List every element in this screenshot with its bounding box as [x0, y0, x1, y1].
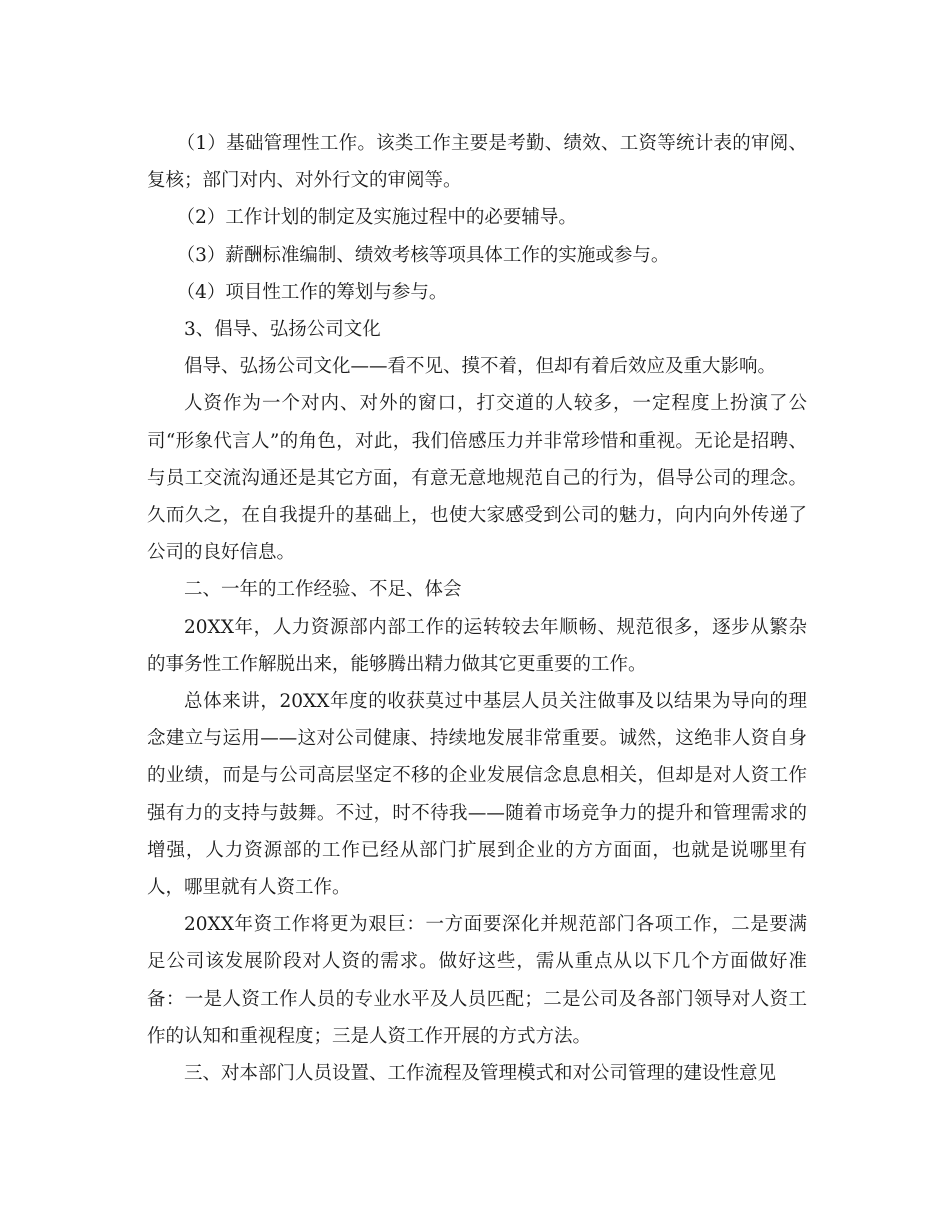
paragraph-culture-intro: 倡导、弘扬公司文化——看不见、摸不着，但却有着后效应及重大影响。: [184, 356, 777, 378]
paragraph-experience-1: 20XX年，人力资源部内部工作的运转较去年顺畅、规范很多，逐步从繁杂的事务性工作解脱出来，能够腾出精力做其它更重要的工作。: [147, 616, 807, 675]
section-heading-suggestions: 三、对本部门人员设置、工作流程及管理模式和对公司管理的建设性意见: [184, 1063, 777, 1085]
paragraph-culture-detail: 人资作为一个对内、对外的窗口，打交道的人较多，一定程度上扮演了公司“形象代言人”的角色，对此，我们倍感压力并非常珍惜和重视。无论是招聘、与员工交流沟通还是其它方面，有意无意地规范自己的行为，倡导公司的理念。久而久之，在自我提升的基础上，也使大家感受到公司的魅力，向内向外传递了公司的良好信息。: [147, 393, 807, 564]
section-heading-culture: 3、倡导、弘扬公司文化: [184, 319, 381, 341]
paragraph-item-1: （1）基础管理性工作。该类工作主要是考勤、绩效、工资等统计表的审阅、复核；部门对内、对外行文的审阅等。: [147, 133, 807, 192]
paragraph-experience-2: 总体来讲，20XX年度的收获莫过中基层人员关注做事及以结果为导向的理念建立与运用——这对公司健康、持续地发展非常重要。诚然，这绝非人资自身的业绩，而是与公司高层坚定不移的企业发展信念息息相关，但却是对人资工作强有力的支持与鼓舞。不过，时不待我——随着市场竞争力的提升和管理需求的增强，人力资源部的工作已经从部门扩展到企业的方方面面，也就是说哪里有人，哪里就有人资工作。: [147, 691, 807, 899]
section-heading-experience: 二、一年的工作经验、不足、体会: [184, 579, 462, 601]
paragraph-experience-3: 20XX年资工作将更为艰巨：一方面要深化并规范部门各项工作，二是要满足公司该发展阶段对人资的需求。做好这些，需从重点从以下几个方面做好准备：一是人资工作人员的专业水平及人员匹配；二是公司及各部门领导对人资工作的认知和重视程度；三是人资工作开展的方式方法。: [147, 914, 807, 1047]
document-body: [147, 125, 807, 1092]
paragraph-item-3: （3）薪酬标准编制、绩效考核等项具体工作的实施或参与。: [176, 244, 670, 266]
paragraph-item-2: （2）工作计划的制定及实施过程中的必要辅导。: [176, 207, 577, 229]
paragraph-item-4: （4）项目性工作的筹划与参与。: [176, 281, 448, 303]
